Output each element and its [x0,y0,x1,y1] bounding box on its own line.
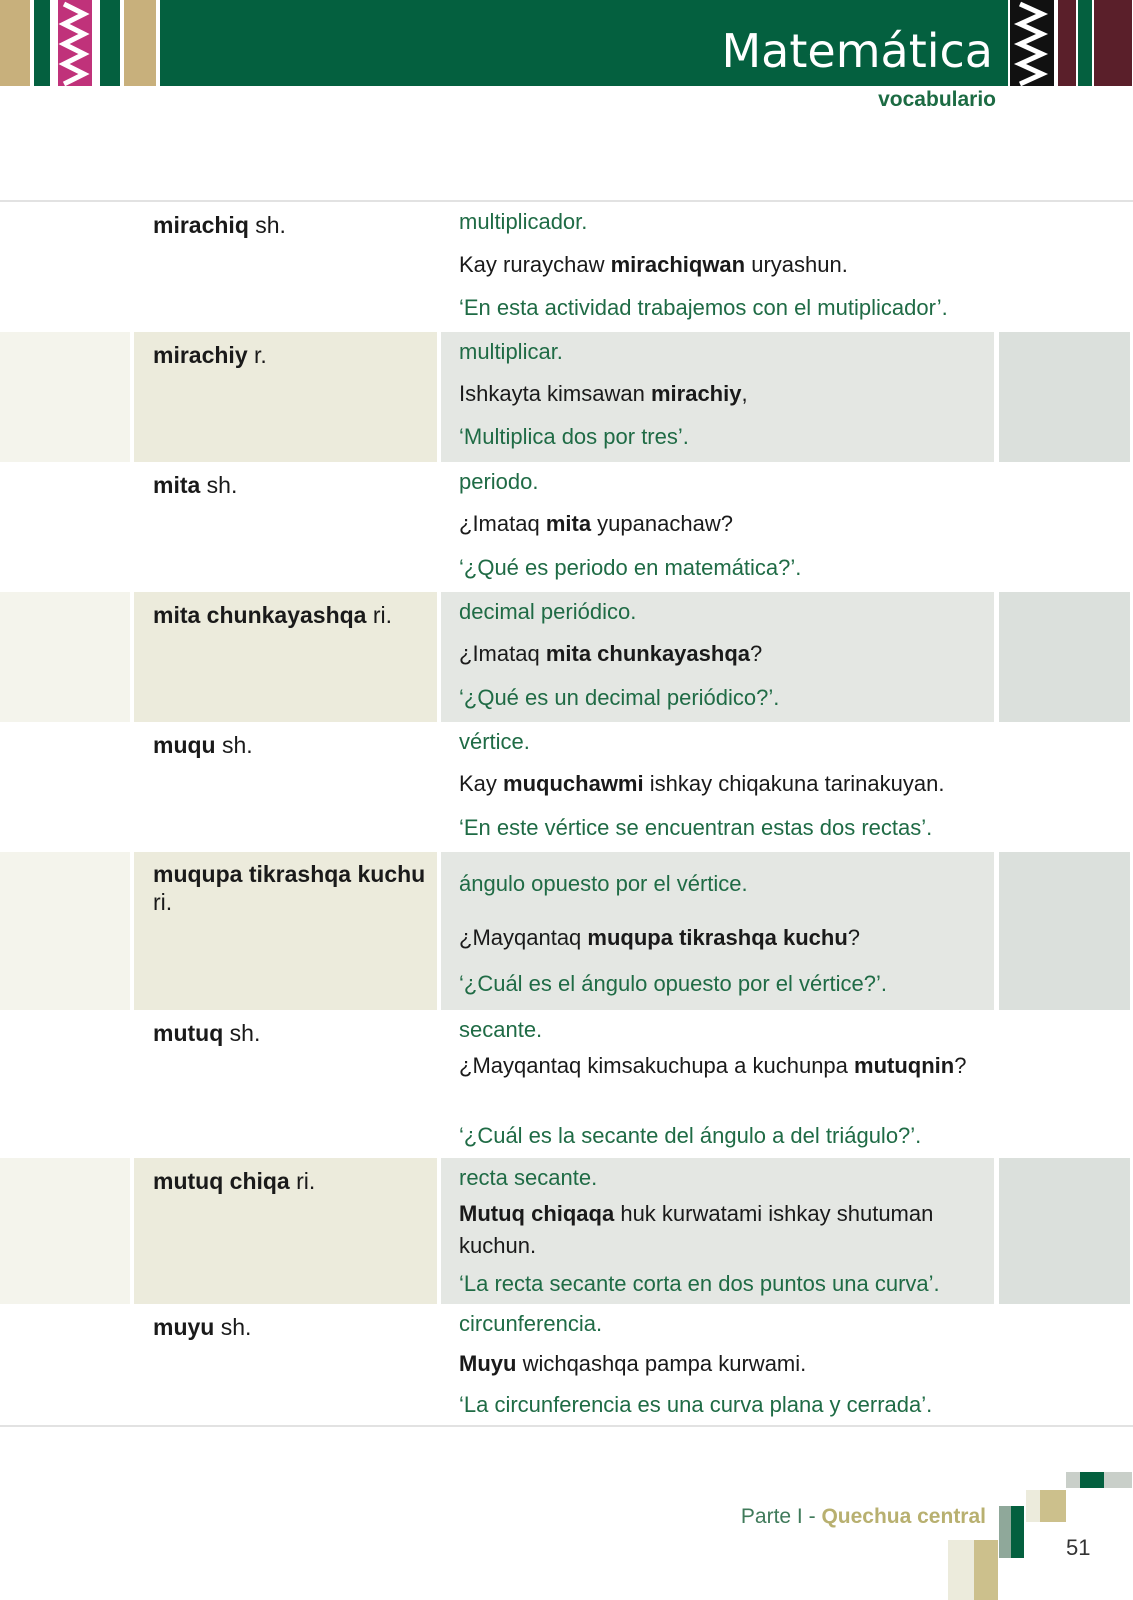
table-row [0,332,1133,462]
row-cell-bg [999,1010,1130,1158]
example-text: ishkay chiqakuna tarinakuyan. [643,771,945,796]
entry-example [459,378,989,410]
example-keyword: muqupa tikrashqa kuchu [587,925,848,950]
entry-term-word: mutuq chiqa [153,1168,290,1194]
entry-term-word: muyu [153,1314,215,1340]
row-cell-bg [0,1304,130,1424]
entry-translation: ‘¿Cuál es el ángulo opuesto por el vértice?’. [459,971,888,996]
table-row [0,1158,1133,1304]
entry-example [459,1348,989,1380]
page-number: 51 [1066,1535,1091,1560]
footer-part-label [741,1505,986,1529]
entry-example [459,922,989,954]
entry-translation: ‘Multiplica dos por tres’. [459,424,689,449]
entry-term-word: mita [153,472,201,498]
entry-term-category: ri. [289,1168,316,1194]
entry-term [153,341,433,369]
example-keyword: mita chunkayashqa [545,641,750,666]
entry-definition: vértice. [459,729,530,754]
table-row [0,462,1133,592]
example-text: ? [847,925,861,950]
table-bottom-rule [0,1425,1133,1427]
example-text: ¿Mayqantaq kimsakuchupa a kuchunpa [459,1053,855,1078]
entry-example [459,768,989,800]
row-cell-bg [999,1304,1130,1424]
table-row [0,592,1133,722]
entry-term-word: mita chunkayashqa [153,602,367,628]
table-row [0,1010,1133,1158]
entry-term-category: ri. [153,889,173,915]
entry-translation: ‘¿Qué es periodo en matemática?’. [459,555,802,580]
entry-term-word: muqu [153,732,216,758]
example-keyword: Mutuq chiqaqa [459,1201,615,1226]
row-cell-bg [0,852,130,1010]
entry-term [153,1167,433,1195]
entry-term-category: ri. [366,602,393,628]
entry-translation: ‘En este vértice se encuentran estas dos rectas’. [459,815,933,840]
example-text: ? [954,1053,967,1078]
entry-translation: ‘En esta actividad trabajemos con el mutiplicador’. [459,295,948,320]
row-cell-bg [999,592,1130,722]
entry-term-category: sh. [200,472,238,498]
row-cell-bg [999,332,1130,462]
zigzag-pattern-icon [1010,0,1054,86]
entry-term [153,1019,433,1047]
entry-term-word: mirachiq [153,212,249,238]
entry-term-word: mirachiy [153,342,248,368]
example-keyword: mirachiqwan [610,252,746,277]
entry-definition: periodo. [459,469,539,494]
entry-definition: decimal periódico. [459,599,637,624]
row-cell-bg [0,332,130,462]
row-cell-bg [0,462,130,592]
entry-term [153,731,433,759]
entry-term [153,1313,433,1341]
entry-example [459,1198,989,1262]
entry-term-word: muqupa tikrashqa kuchu [153,861,426,887]
footer-language: Quechua central [821,1505,986,1528]
entry-term-category: r. [247,342,267,368]
table-row [0,722,1133,852]
entry-definition: recta secante. [459,1165,598,1190]
entry-term [153,860,433,916]
example-text: Kay ruraychaw [459,252,611,277]
entry-term-category: sh. [223,1020,261,1046]
entry-example [459,1050,989,1082]
row-cell-bg [0,202,130,330]
example-text: uryashun. [745,252,848,277]
footer-part: Parte I - [740,1505,822,1528]
zigzag-pattern-icon [58,0,92,86]
example-text: wichqashqa pampa kurwami. [516,1351,807,1376]
entry-example [459,249,989,281]
row-cell-bg [999,722,1130,852]
entry-definition: ángulo opuesto por el vértice. [459,871,748,896]
entry-translation: ‘¿Qué es un decimal periódico?’. [459,685,780,710]
example-text: ? [750,641,763,666]
row-cell-bg [999,202,1130,330]
entry-example [459,508,989,540]
row-cell-bg [0,1010,130,1158]
entry-term [153,211,433,239]
entry-term-word: mutuq [153,1020,224,1046]
table-row [0,202,1133,330]
page-subtitle: vocabulario [878,88,996,111]
example-keyword: Muyu [459,1351,517,1376]
entry-term [153,601,433,629]
example-text: Ishkayta kimsawan [459,381,651,406]
entry-translation: ‘¿Cuál es la secante del ángulo a del triágulo?’. [459,1123,922,1148]
example-keyword: mutuqnin [854,1053,955,1078]
entry-term-category: sh. [215,732,253,758]
row-cell-bg [999,852,1130,1010]
page-title: Matemática [721,24,993,78]
example-text: ¿Imataq [459,641,546,666]
example-keyword: mita [545,511,592,536]
entry-definition: secante. [459,1017,543,1042]
entry-translation: ‘La circunferencia es una curva plana y cerrada’. [459,1392,933,1417]
entry-definition: multiplicador. [459,209,588,234]
entry-definition: circunferencia. [459,1311,603,1336]
example-text: Kay [459,771,504,796]
entry-term-category: sh. [214,1314,252,1340]
entry-translation: ‘La recta secante corta en dos puntos una curva’. [459,1271,940,1296]
row-cell-bg [0,722,130,852]
entry-example [459,638,989,670]
example-text: , [741,381,748,406]
example-keyword: mirachiy [650,381,742,406]
row-cell-bg [0,1158,130,1304]
entry-term [153,471,433,499]
right-pattern-strip [1010,0,1133,86]
row-cell-bg [0,592,130,722]
example-text: ¿Imataq [459,511,546,536]
table-row [0,1304,1133,1424]
example-text: yupanachaw? [591,511,733,536]
row-cell-bg [999,1158,1130,1304]
left-pattern-strip [0,0,158,86]
entry-definition: multiplicar. [459,339,563,364]
example-text: ¿Mayqantaq [459,925,588,950]
example-keyword: muquchawmi [503,771,644,796]
table-row [0,852,1133,1010]
row-cell-bg [999,462,1130,592]
entry-term-category: sh. [248,212,286,238]
example-text: huk kurwatami ishkay shutuman kuchun. [459,1201,934,1258]
